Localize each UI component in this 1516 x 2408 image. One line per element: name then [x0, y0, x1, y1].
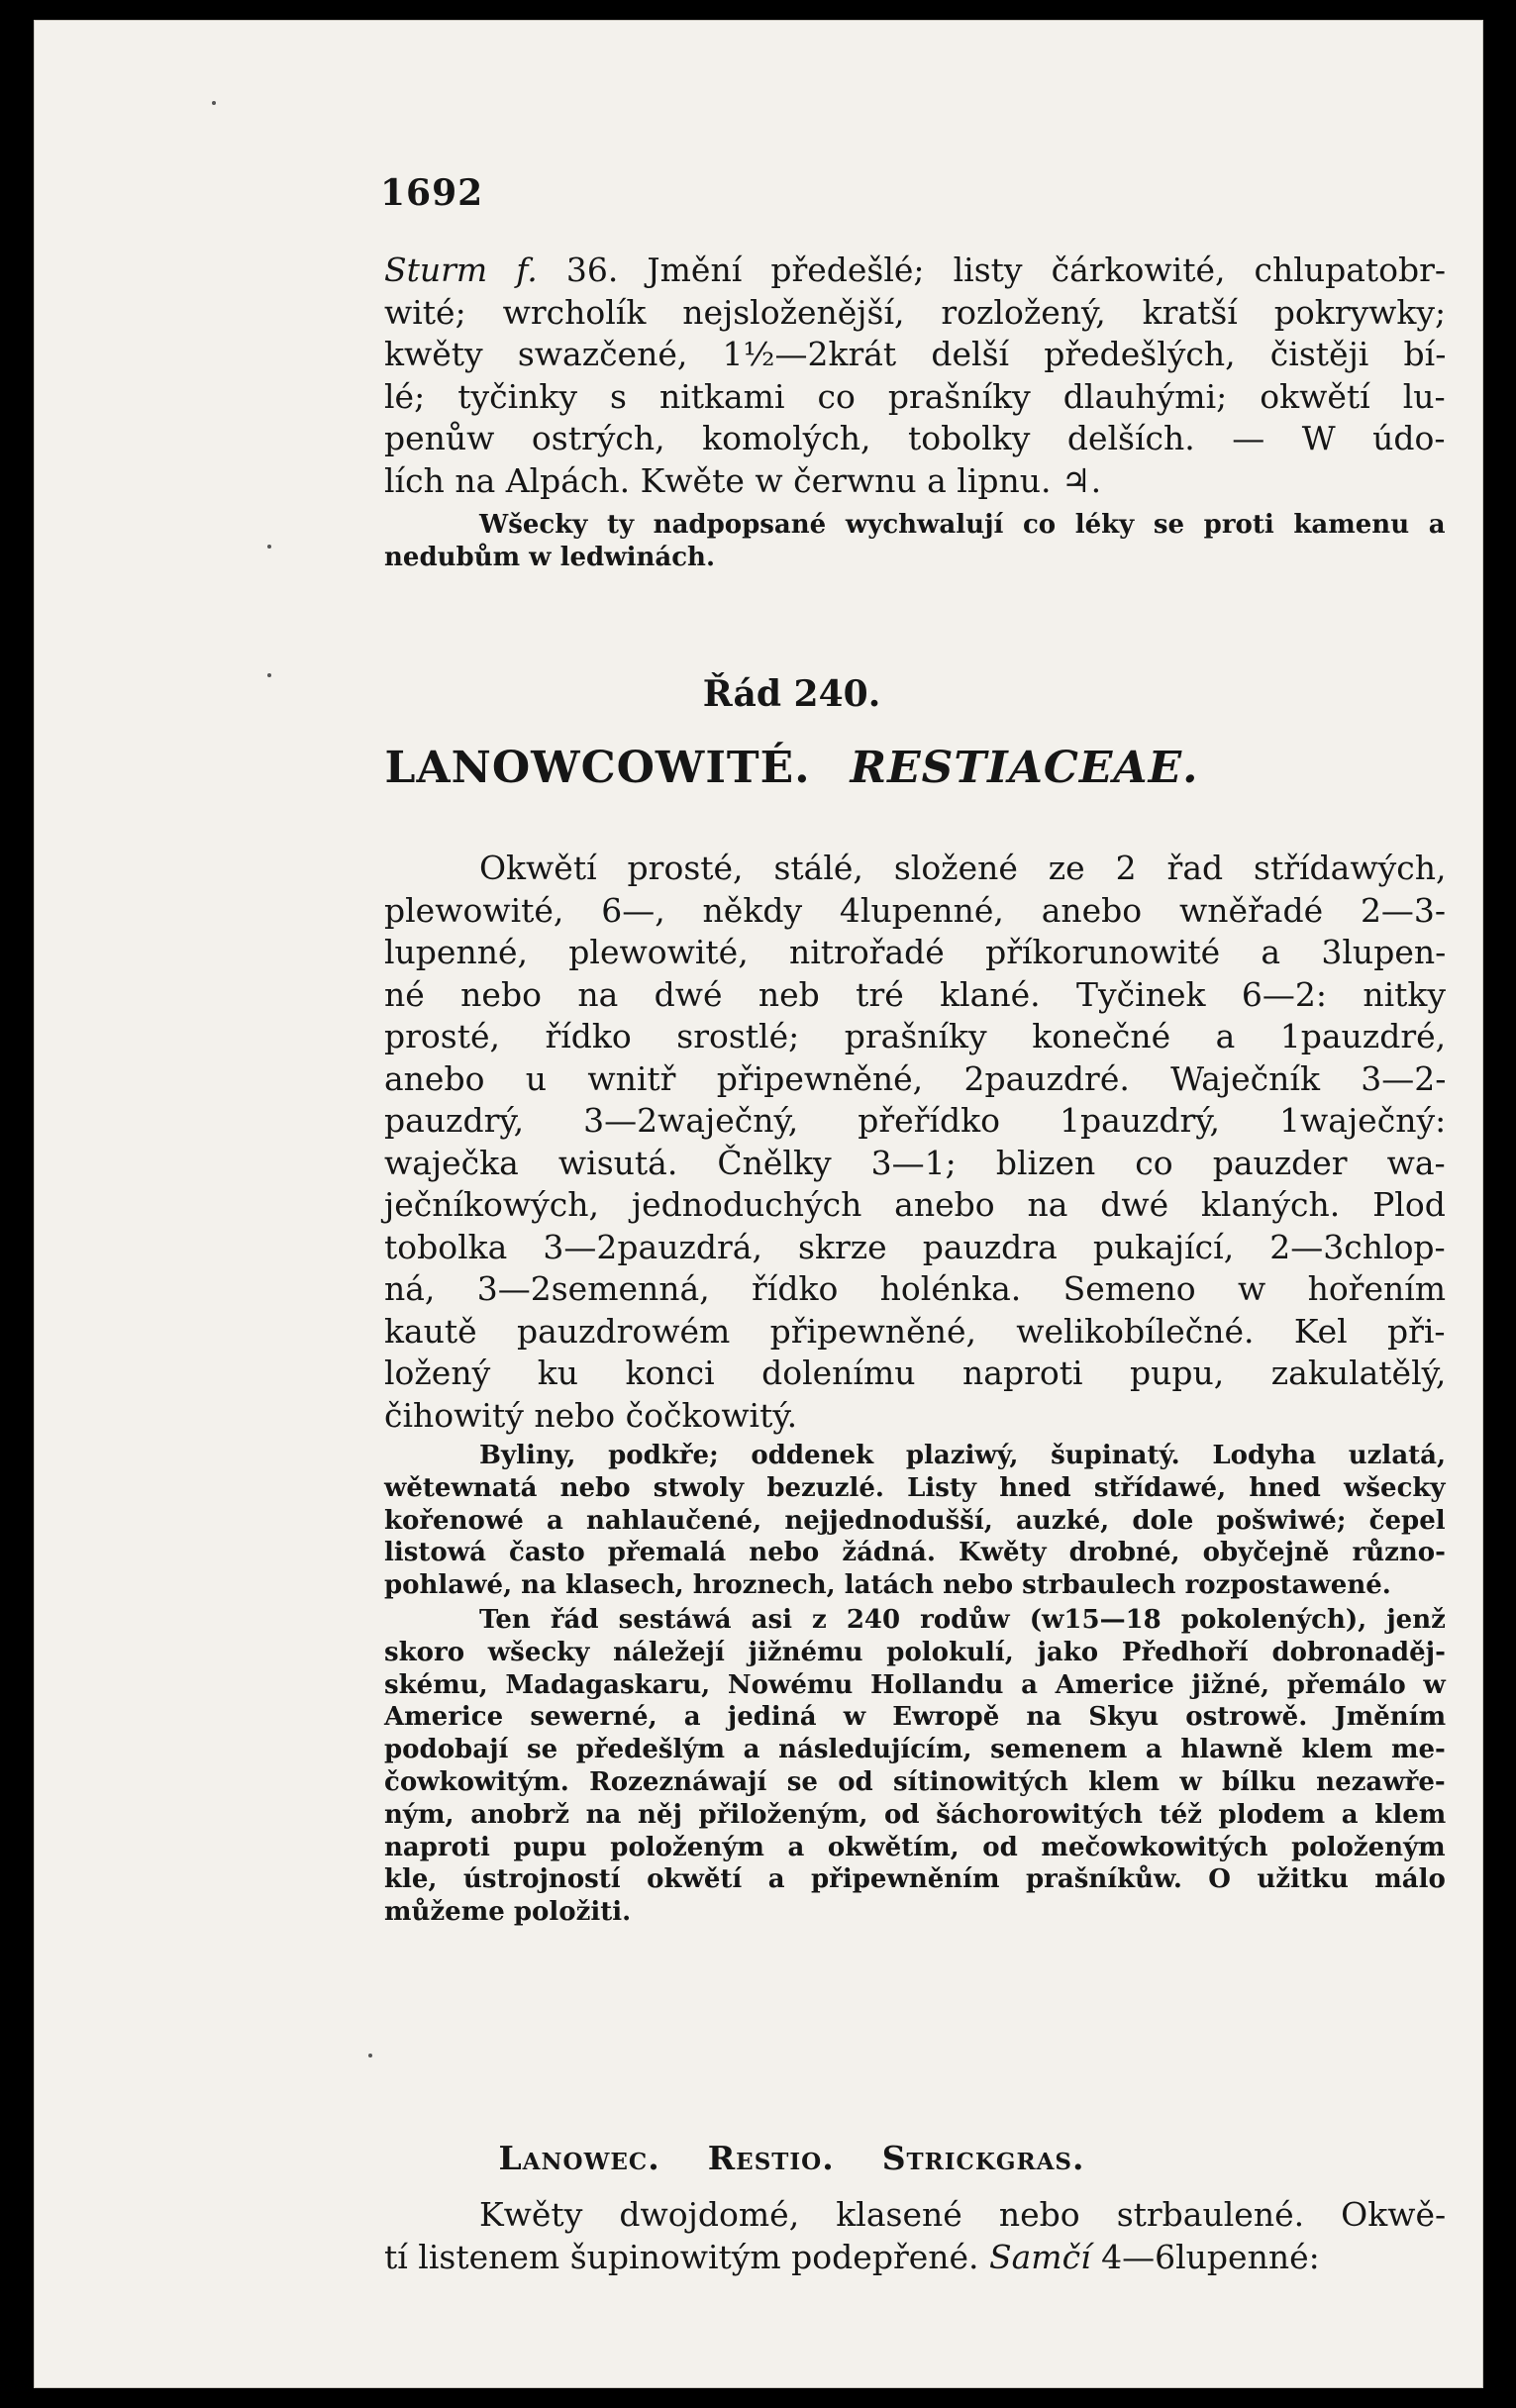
scan-speck	[267, 673, 271, 677]
text-line: penůw ostrých, komolých, tobolky delších. — W údo-	[384, 419, 1446, 457]
text-line: můžeme položiti.	[384, 1897, 632, 1928]
author-name: Sturm	[384, 251, 488, 289]
figure-ref: f.	[516, 251, 538, 289]
genus-latin: Restio.	[707, 2139, 835, 2177]
text-line: Kwěty dwojdomé, klasené nebo strbaulené. Okwě-	[479, 2195, 1447, 2234]
text-line: naproti pupu položeným a okwětím, od mečowkowitých položeným	[384, 1832, 1446, 1862]
text-line: kwěty swazčené, 1½—2krát delší předešlých, čistěji bí-	[384, 335, 1447, 373]
book-page	[34, 20, 1483, 2388]
text-line: ným, anobrž na něj přiloženým, od šáchorowitých též plodem a klem	[384, 1799, 1447, 1830]
text-line: podobají se předešlým a následujícím, semenem a hlawně klem me-	[384, 1735, 1446, 1765]
scan-speck	[368, 2054, 372, 2057]
text-line: plewowité, 6—, někdy 4lupenné, anebo wněřadé 2—3-	[384, 890, 1447, 930]
text-line: lích na Alpách. Kwěte w čerwnu a lipnu. ♃.	[384, 460, 1102, 500]
text-line: lé; tyčinky s nitkami co prašníky dlauhými; okwětí lu-	[384, 376, 1446, 416]
text-line: skému, Madagaskaru, Nowému Hollandu a Americe jižné, přemálo w	[384, 1669, 1446, 1700]
text-line: wité; wrcholík nejsloženější, rozložený, kratší pokrywky;	[384, 292, 1447, 332]
habit-note	[384, 1440, 1446, 1602]
italic-term: Samčí	[989, 2237, 1091, 2276]
text-line: ložený ku konci dolenímu naproti pupu, zakulatělý,	[384, 1354, 1447, 1392]
scan-speck	[267, 545, 271, 549]
species-description-paragraph	[384, 250, 1446, 502]
text-line: čowkowitým. Rozeznáwají se od sítinowitých klem w bílku nezawře-	[384, 1766, 1446, 1797]
text-line: Sturm f. 36. Jmění předešlé; listy čárkowité, chlupatobr-	[384, 251, 1447, 289]
text-line: Americe sewerné, a jediná w Ewropě na Skyu ostrowě. Jměním	[384, 1702, 1447, 1733]
text-line: ná, 3—2semenná, řídko holénka. Semeno w hořením	[384, 1269, 1447, 1308]
page-number: 1692	[380, 172, 484, 214]
text-line: tí listenem šupinowitým podepřené. Samčí 4—6lupenné:	[384, 2237, 1320, 2276]
text-line: lupenné, plewowité, nitrořadé příkorunowité a 3lupen-	[384, 933, 1447, 971]
text-line: prosté, řídko srostlé; prašníky konečné a 1pauzdré,	[384, 1017, 1447, 1055]
distribution-note	[384, 1604, 1446, 1929]
text-line: wětewnatá nebo stwoly bezuzlé. Listy hned střídawé, hned wšecky	[384, 1472, 1446, 1503]
text-line: kořenowé a nahlaučené, nejjednodušší, auzké, dole pošwiwé; čepel	[384, 1505, 1446, 1536]
genus-german: Strickgras.	[881, 2139, 1085, 2177]
text-line: Okwětí prosté, stálé, složené ze 2 řad střídawých,	[479, 849, 1447, 887]
text-line: anebo u wnitř připewněné, 2pauzdré. Waječník 3—2-	[384, 1058, 1447, 1098]
genus-czech: Lanowec.	[498, 2139, 660, 2177]
text-line: Byliny, podkře; oddenek plaziwý, šupinatý. Lodyha uzlatá,	[479, 1441, 1447, 1470]
genus-description-paragraph	[384, 2194, 1446, 2278]
text-line: Wšecky ty nadpopsané wychwalují co léky se proti kamenu a	[479, 510, 1446, 540]
text-line: ječníkowých, jednoduchých anebo na dwé klaných. Plod	[384, 1185, 1446, 1224]
order-description-paragraph	[384, 848, 1446, 1437]
text-line: kautě pauzdrowém připewněné, welikobílečné. Kel při-	[384, 1311, 1446, 1351]
text-line: nedubům w ledwinách.	[384, 542, 716, 572]
text-line: tobolka 3—2pauzdrá, skrze pauzdra pukající, 2—3chlop-	[384, 1227, 1446, 1266]
scan-speck	[212, 101, 216, 105]
order-number-heading: Řád 240.	[702, 673, 881, 715]
text-line: pohlawé, na klasech, hroznech, latách nebo strbaulech rozpostawené.	[384, 1570, 1391, 1601]
text-line: čihowitý nebo čočkowitý.	[384, 1395, 798, 1435]
order-title-latin: RESTIACEAE.	[850, 743, 1199, 793]
medicinal-note	[384, 509, 1446, 574]
order-title-czech: LANOWCOWITÉ.	[384, 743, 811, 793]
text-line: Ten řád sestáwá asi z 240 rodůw (w15—18 pokolených), jenž	[479, 1605, 1446, 1635]
text-line: pauzdrý, 3—2waječný, přeřídko 1pauzdrý, 1waječný:	[384, 1101, 1447, 1140]
text-line: listowá často přemalá nebo žádná. Kwěty drobné, obyčejně různo-	[384, 1538, 1446, 1568]
text-line: kle, ústrojností okwětí a připewněním prašníkůw. O užitku málo	[384, 1864, 1446, 1895]
genus-heading	[34, 2139, 1516, 2177]
text-line: skoro wšecky náležejí jižnému polokulí, jako Předhoří dobronaděj-	[384, 1637, 1446, 1667]
text-line: né nebo na dwé neb tré klané. Tyčinek 6—2: nitky	[384, 974, 1447, 1014]
order-title	[34, 743, 1516, 793]
text-line: waječka wisutá. Čnělky 3—1; blizen co pauzder wa-	[384, 1143, 1446, 1182]
